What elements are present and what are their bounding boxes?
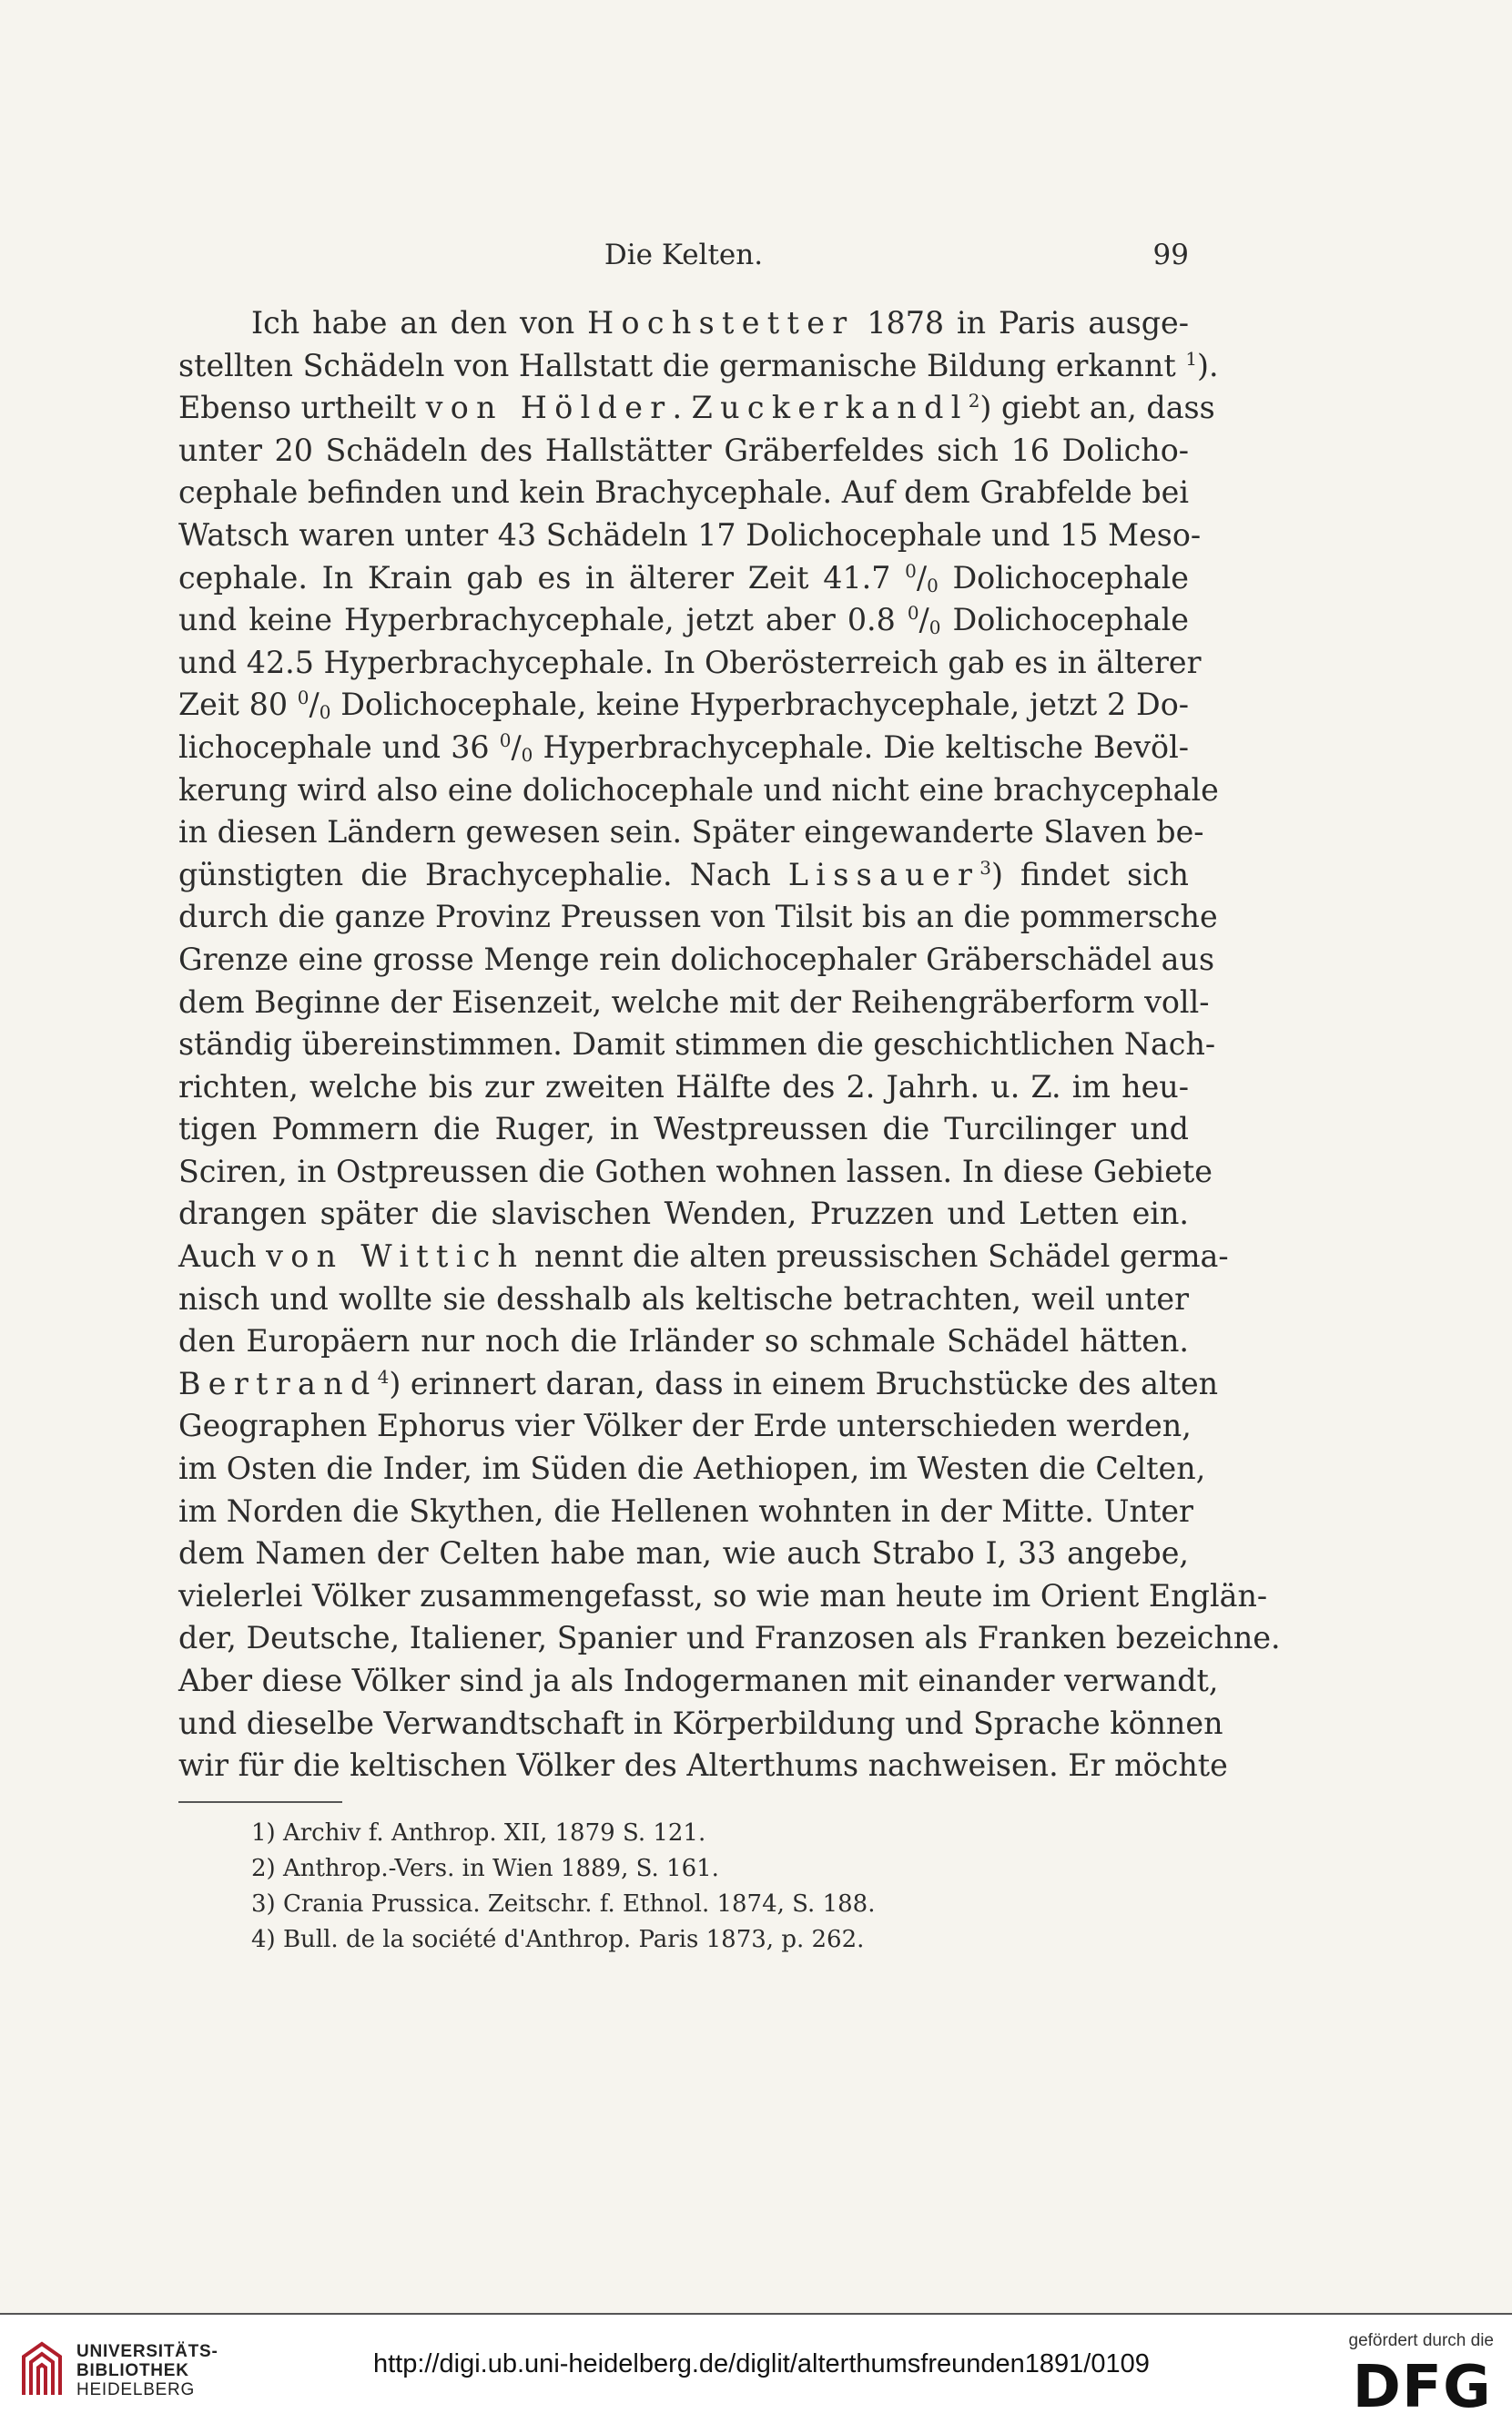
dfg-logo: DFG — [1352, 2354, 1492, 2421]
text-segment: Aber diese Völker sind ja als Indogermanen mit einander verwandt, — [178, 1663, 1219, 1698]
text-line — [178, 1108, 1189, 1151]
text-segment: ) erinnert daran, dass in einem Bruchstücke des alten — [389, 1365, 1219, 1401]
text-line — [178, 1491, 1193, 1533]
text-segment: nisch und wollte sie desshalb als keltische betrachten, weil unter — [178, 1280, 1189, 1317]
text-segment: vielerlei Völker zusammengefasst, so wie man heute im Orient Englän- — [178, 1577, 1268, 1614]
funding-label: gefördert durch die — [1348, 2331, 1494, 2350]
text-segment: der, Deutsche, Italiener, Spanier und Franzosen als Franken bezeichne. — [178, 1620, 1281, 1656]
text-segment: den Europäern nur noch die Irländer so schmale Schädel hätten. — [178, 1323, 1189, 1360]
text-line — [178, 1617, 1281, 1660]
text-segment: Auch — [178, 1238, 267, 1275]
text-line — [178, 1448, 1206, 1491]
text-segment: Dolichocephale — [940, 602, 1189, 638]
text-line — [178, 896, 1218, 939]
footnote-3: 3) Crania Prussica. Zeitschr. f. Ethnol. 1874, S. 188. — [251, 1890, 876, 1918]
spaced-name: Bertrand — [178, 1365, 378, 1401]
text-segment: Grenze eine grosse Menge rein dolichocephaler Gräberschädel aus — [178, 941, 1215, 977]
text-line — [178, 1151, 1213, 1194]
text-line — [178, 1745, 1228, 1787]
text-segment: im Osten die Inder, im Süden die Aethiopen, im Westen die Celten, — [178, 1451, 1206, 1487]
text-segment: / — [309, 687, 320, 723]
text-line — [178, 1066, 1189, 1109]
text-segment: Ebenso urtheilt — [178, 390, 426, 426]
text-segment: ). — [1197, 347, 1219, 383]
text-segment: / — [511, 728, 522, 765]
text-segment: tigen Pommern die Ruger, in Westpreussen die Turcilinger und — [178, 1111, 1189, 1147]
text-segment: Ich habe an den von — [251, 305, 588, 341]
text-line — [178, 854, 1189, 897]
text-line — [178, 430, 1189, 473]
subscript: 0 — [927, 574, 939, 596]
footnote-1: 1) Archiv f. Anthrop. XII, 1879 S. 121. — [251, 1819, 706, 1847]
text-segment: Watsch waren unter 43 Schädeln 17 Dolichocephale und 15 Meso- — [178, 516, 1202, 553]
text-line — [178, 684, 1189, 727]
text-line — [178, 387, 1215, 430]
running-title: Die Kelten. — [604, 239, 764, 271]
text-segment: Sciren, in Ostpreussen die Gothen wohnen lassen. In diese Gebiete — [178, 1153, 1213, 1189]
text-segment: Hyperbrachycephale. Die keltische Bevöl- — [533, 728, 1189, 765]
spaced-name: von Hölder — [425, 390, 673, 426]
text-line — [178, 1703, 1223, 1746]
viewer-footer — [0, 2313, 1512, 2424]
text-segment: und dieselbe Verwandtschaft in Körperbildung und Sprache können — [178, 1705, 1223, 1741]
text-line — [178, 557, 1189, 600]
text-line — [178, 1533, 1189, 1575]
text-segment: Dolichocephale, keine Hyperbrachycephale, jetzt 2 Do- — [330, 687, 1189, 723]
text-line — [178, 1405, 1192, 1448]
text-segment: nennt die alten preussischen Schädel germa- — [524, 1238, 1229, 1275]
text-segment: stellten Schädeln von Hallstatt die germanische Bildung erkannt — [178, 347, 1186, 383]
text-line — [178, 982, 1210, 1024]
spaced-name: Zuckerkandl — [691, 390, 969, 426]
library-name — [76, 2342, 218, 2399]
footnote-ref: 0 — [905, 559, 917, 582]
text-segment: kerung wird also eine dolichocephale und nicht eine brachycephale — [178, 771, 1219, 808]
text-segment: ständig übereinstimmen. Damit stimmen die geschichtlichen Nach- — [178, 1026, 1216, 1063]
text-segment: / — [916, 559, 928, 596]
text-segment: richten, welche bis zur zweiten Hälfte des 2. Jahrh. u. Z. im heu- — [178, 1068, 1189, 1105]
page-number: 99 — [1152, 239, 1189, 271]
text-segment: cephale. In Krain gab es in älterer Zeit 41.7 — [178, 559, 906, 596]
text-segment: Dolichocephale — [938, 559, 1189, 596]
text-segment: durch die ganze Provinz Preussen von Tilsit bis an die pommersche — [178, 899, 1218, 935]
text-line — [178, 1236, 1229, 1278]
text-line — [178, 642, 1202, 685]
text-segment: / — [918, 602, 929, 638]
text-segment: 1878 in Paris ausge- — [854, 305, 1189, 341]
footnote-ref: 4 — [377, 1365, 390, 1388]
text-line — [178, 1363, 1219, 1406]
library-name-line2: BIBLIOTHEK — [76, 2361, 189, 2380]
text-line — [178, 1193, 1189, 1236]
text-segment: und keine Hyperbrachycephale, jetzt aber 0.8 — [178, 602, 908, 638]
text-segment: im Norden die Skythen, die Hellenen wohnten in der Mitte. Unter — [178, 1492, 1193, 1529]
text-line — [178, 769, 1219, 812]
permalink-url[interactable]: http://digi.ub.uni-heidelberg.de/diglit/alterthumsfreunden1891/0109 — [373, 2349, 1150, 2378]
text-line — [178, 514, 1202, 557]
footnote-2: 2) Anthrop.-Vers. in Wien 1889, S. 161. — [251, 1855, 719, 1882]
footnote-ref: 1 — [1185, 347, 1198, 370]
text-line — [178, 727, 1189, 769]
library-logo-icon — [18, 2340, 66, 2399]
text-line — [178, 1575, 1268, 1618]
subscript: 0 — [929, 616, 941, 639]
text-segment: drangen später die slavischen Wenden, Pruzzen und Letten ein. — [178, 1196, 1189, 1232]
text-segment: und 42.5 Hyperbrachycephale. In Oberösterreich gab es in älterer — [178, 644, 1202, 680]
footnote-rule — [178, 1801, 342, 1803]
text-segment: wir für die keltischen Völker des Alterthums nachweisen. Er möchte — [178, 1747, 1228, 1784]
text-line — [178, 811, 1204, 854]
footnote-ref: 0 — [499, 728, 512, 751]
body-text — [178, 302, 1281, 1787]
spaced-name: Hochstetter — [587, 305, 855, 341]
text-line — [178, 599, 1189, 642]
text-segment: dem Namen der Celten habe man, wie auch Strabo I, 33 angebe, — [178, 1535, 1189, 1572]
text-line — [178, 1320, 1189, 1363]
footnote-ref: 0 — [907, 602, 919, 625]
text-segment: ) findet sich — [991, 856, 1189, 892]
text-line — [178, 302, 1189, 345]
subscript: 0 — [319, 701, 331, 724]
text-segment: unter 20 Schädeln des Hallstätter Gräberfeldes sich 16 Dolicho- — [178, 432, 1189, 468]
spaced-name: Lissauer — [787, 856, 980, 892]
text-segment: dem Beginne der Eisenzeit, welche mit der Reihengräberform voll- — [178, 983, 1210, 1020]
text-segment: ) giebt an, dass — [979, 390, 1215, 426]
footnote-ref: 3 — [979, 856, 991, 879]
library-name-line1: UNIVERSITÄTS- — [76, 2342, 218, 2361]
text-segment: . — [672, 390, 692, 426]
text-segment: lichocephale und 36 — [178, 728, 500, 765]
text-line — [178, 1278, 1189, 1321]
footnote-4: 4) Bull. de la société d'Anthrop. Paris 1873, p. 262. — [251, 1926, 865, 1953]
spaced-name: von Wittich — [266, 1238, 525, 1275]
text-line — [178, 939, 1215, 982]
text-segment: in diesen Ländern gewesen sein. Später eingewanderte Slaven be- — [178, 814, 1204, 850]
subscript: 0 — [521, 743, 533, 766]
text-segment: Zeit 80 — [178, 687, 298, 723]
text-segment: Geographen Ephorus vier Völker der Erde unterschieden werden, — [178, 1408, 1192, 1444]
footnote-ref: 0 — [297, 687, 310, 709]
text-line — [178, 1024, 1216, 1066]
footnotes — [251, 1816, 1189, 1958]
library-name-line3: HEIDELBERG — [76, 2380, 196, 2399]
page-header — [178, 239, 1189, 280]
footnote-ref: 2 — [968, 390, 980, 412]
text-segment: cephale befinden und kein Brachycephale. Auf dem Grabfelde bei — [178, 474, 1189, 511]
text-segment: günstigten die Brachycephalie. Nach — [178, 856, 788, 892]
text-line — [178, 345, 1219, 388]
text-line — [178, 472, 1189, 514]
text-line — [178, 1660, 1219, 1703]
